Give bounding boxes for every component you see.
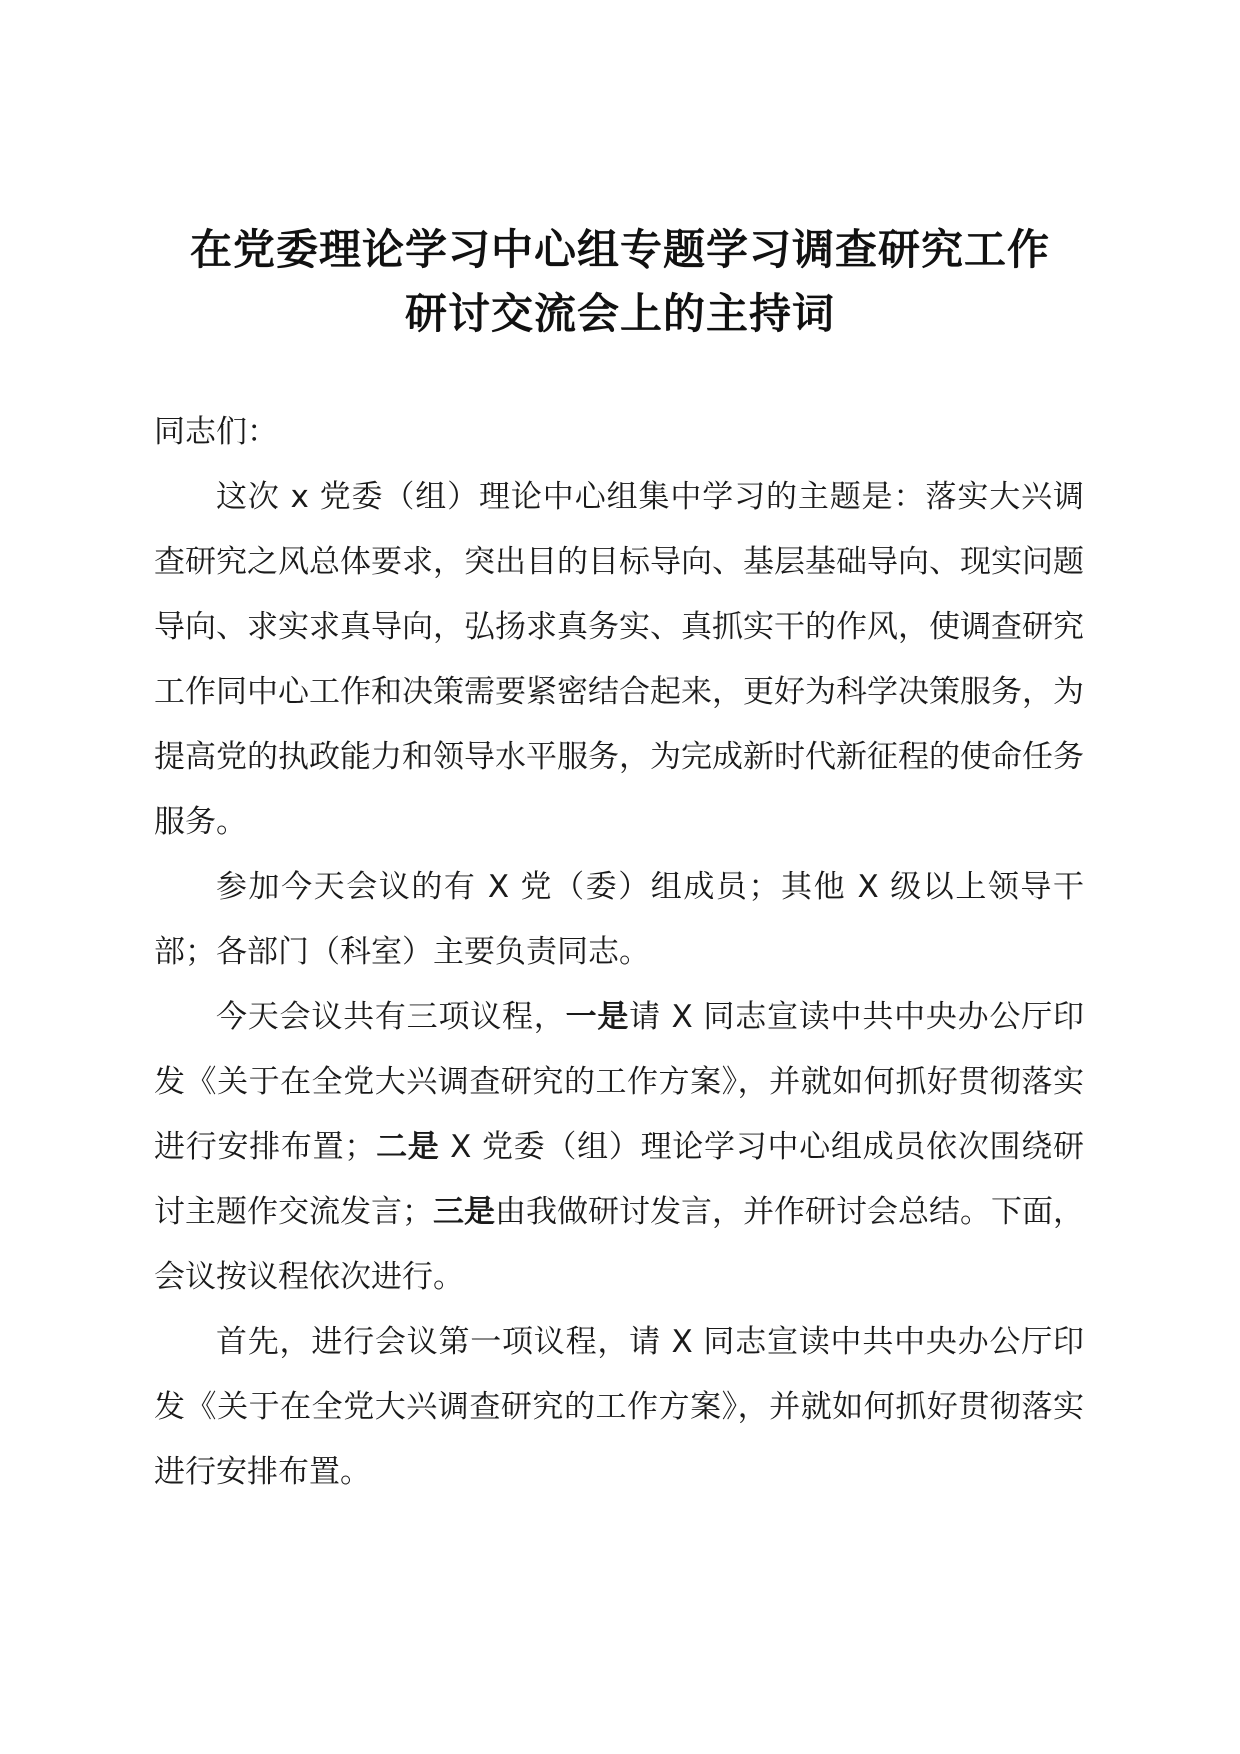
paragraph-agenda xyxy=(154,985,1084,1310)
agenda-item-3: 由我做研讨发言，并作研讨会总结。下面，会议按议程依次进行。 xyxy=(154,1194,1084,1295)
paragraph-first-item: 首先，进行会议第一项议程，请 X 同志宣读中共中央办公厅印发《关于在全党大兴调查研究的工作方案》，并就如何抓好贯彻落实进行安排布置。 xyxy=(154,1324,1084,1490)
agenda-intro: 今天会议共有三项议程， xyxy=(216,999,566,1035)
document-body xyxy=(154,400,1084,1505)
agenda-label-1: 一是 xyxy=(565,999,630,1035)
paragraph-attendees: 参加今天会议的有 X 党（委）组成员；其他 X 级以上领导干部；各部门（科室）主要负责同志。 xyxy=(154,869,1084,970)
agenda-item-2: X 党委（组）理论学习中心组成员依次围绕研讨主题作交流发言； xyxy=(154,1129,1085,1230)
agenda-label-3: 三是 xyxy=(433,1194,495,1230)
agenda-item-1: 请 X 同志宣读中共中央办公厅印发《关于在全党大兴调查研究的工作方案》，并就如何抓好贯彻落实进行安排布置； xyxy=(154,999,1084,1165)
title-line-2: 研讨交流会上的主持词 xyxy=(404,289,835,338)
document-title xyxy=(120,218,1120,346)
paragraph-theme: 这次 x 党委（组）理论中心组集中学习的主题是：落实大兴调查研究之风总体要求，突出目的目标导向、基层基础导向、现实问题导向、求实求真导向，弘扬求真务实、真抓实干的作风，使调查研究工作同中心工作和决策需要紧密结合起来，更好为科学决策服务，为提高党的执政能力和领导水平服务，为完成新时代新征程的使命任务服务。 xyxy=(154,479,1084,840)
salutation: 同志们： xyxy=(154,414,278,450)
title-line-1: 在党委理论学习中心组专题学习调查研究工作 xyxy=(189,225,1050,274)
agenda-label-2: 二是 xyxy=(375,1129,440,1165)
